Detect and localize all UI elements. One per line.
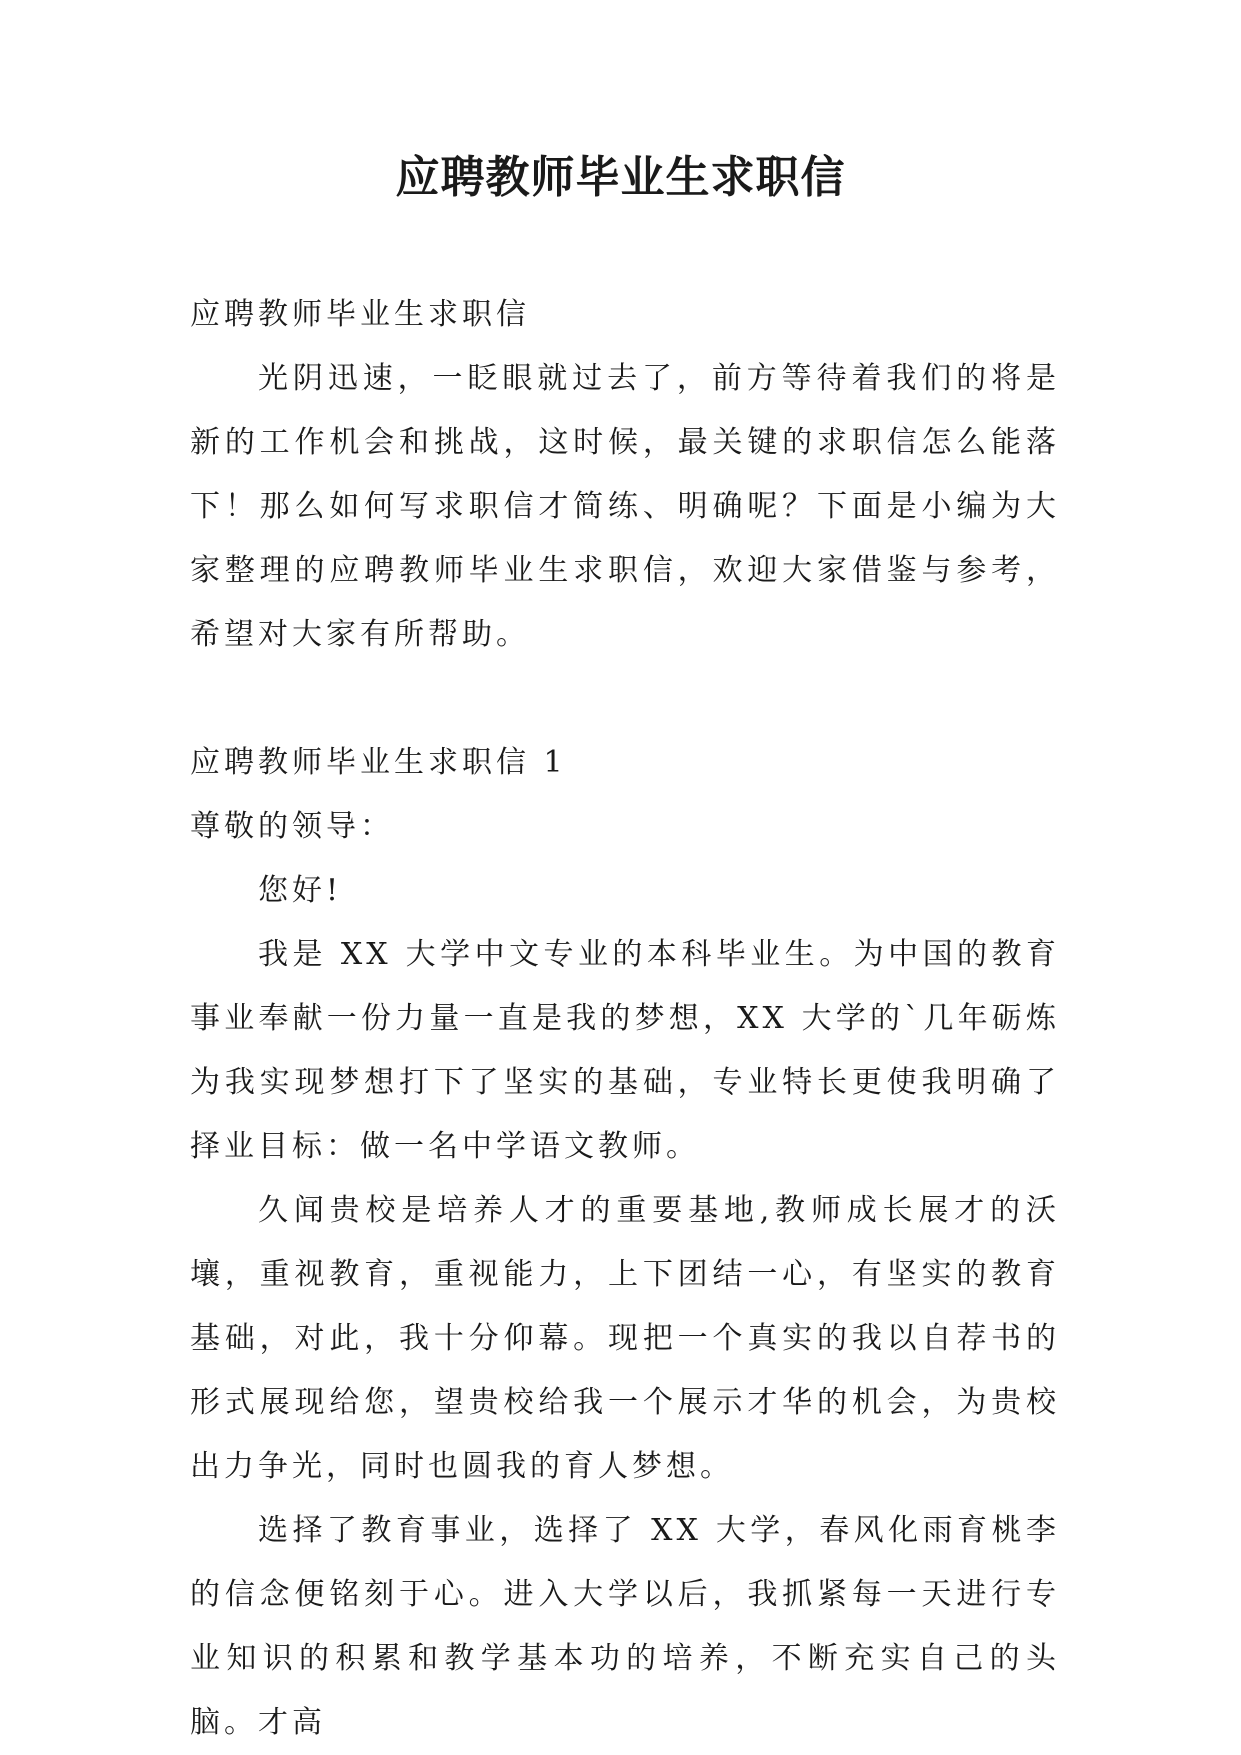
greeting: 您好! — [258, 873, 343, 908]
letter-paragraph-1: 我是 XX 大学中文专业的本科毕业生。为中国的教育事业奉献一份力量一直是我的梦想，XX 大学的`几年砺炼为我实现梦想打下了坚实的基础，专业特长更使我明确了择业目标：做一名中学语文教师。 — [190, 937, 1060, 1164]
document-subtitle: 应聘教师毕业生求职信 — [190, 297, 530, 332]
paragraph-spacer — [190, 667, 1060, 731]
document-title: 应聘教师毕业生求职信 — [395, 152, 846, 203]
letter-paragraph-2: 久闻贵校是培养人才的重要基地,教师成长展才的沃壤，重视教育，重视能力，上下团结一心，有坚实的教育基础，对此，我十分仰幕。现把一个真实的我以自荐书的形式展现给您，望贵校给我一个展示才华的机会，为贵校出力争光，同时也圆我的育人梦想。 — [190, 1193, 1060, 1484]
document-body — [190, 283, 1060, 1755]
letter-heading: 应聘教师毕业生求职信 1 — [190, 745, 567, 780]
intro-paragraph: 光阴迅速，一眨眼就过去了，前方等待着我们的将是新的工作机会和挑战，这时候，最关键的求职信怎么能落下！那么如何写求职信才简练、明确呢？下面是小编为大家整理的应聘教师毕业生求职信，欢迎大家借鉴与参考，希望对大家有所帮助。 — [190, 361, 1060, 652]
salutation: 尊敬的领导： — [190, 809, 394, 844]
letter-paragraph-3: 选择了教育事业，选择了 XX 大学，春风化雨育桃李的信念便铭刻于心。进入大学以后，我抓紧每一天进行专业知识的积累和教学基本功的培养，不断充实自己的头脑。才高 — [190, 1513, 1060, 1740]
